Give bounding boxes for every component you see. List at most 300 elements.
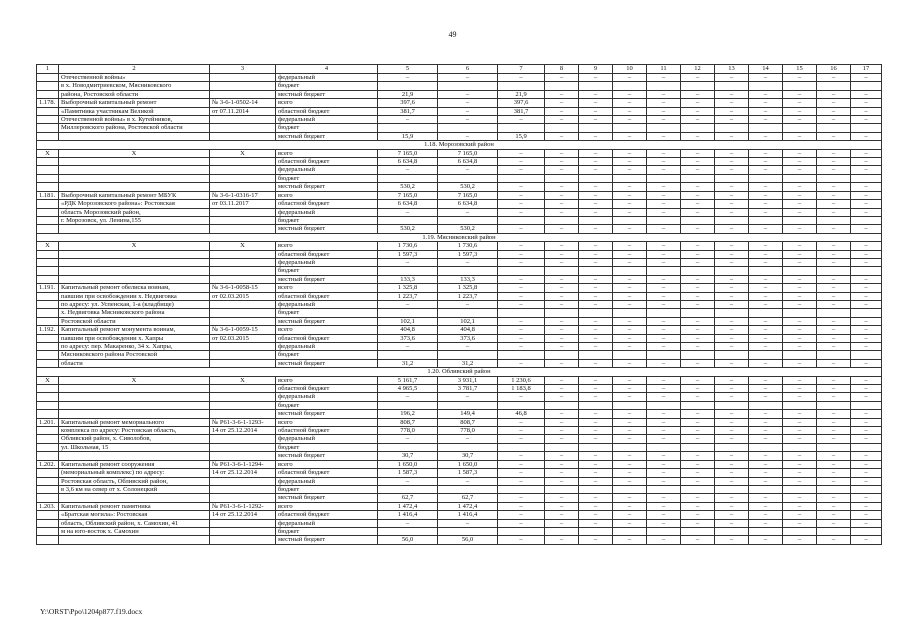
empty-year-cell: – — [579, 494, 613, 502]
empty-year-cell: – — [647, 427, 681, 435]
header-cell: 15 — [783, 65, 817, 74]
object-name-cell: г. Морозовск, ул. Ленина,155 — [59, 216, 210, 224]
item-number-cell — [37, 427, 59, 435]
year-value-cell — [498, 351, 545, 359]
empty-year-cell: – — [749, 343, 783, 351]
empty-year-cell: – — [851, 435, 882, 443]
empty-year-cell: – — [681, 90, 715, 98]
empty-year-cell: – — [647, 90, 681, 98]
empty-year-cell: – — [817, 292, 851, 300]
total-value-cell — [378, 401, 438, 409]
empty-year-cell: – — [613, 359, 647, 367]
year-value-cell — [498, 309, 545, 317]
empty-year-cell — [545, 124, 579, 132]
funding-source-cell: бюджет — [276, 82, 378, 90]
year-value-cell: 778,0 — [438, 427, 498, 435]
empty-year-cell: – — [681, 107, 715, 115]
empty-year-cell: – — [749, 225, 783, 233]
empty-year-cell: – — [681, 334, 715, 342]
table-row — [37, 460, 882, 468]
object-name-cell: Мясниковского района Ростовской — [59, 351, 210, 359]
empty-year-cell: – — [681, 477, 715, 485]
empty-year-cell: – — [545, 132, 579, 140]
header-cell: 4 — [276, 65, 378, 74]
total-value-cell: 1 223,7 — [378, 292, 438, 300]
empty-year-cell: – — [749, 519, 783, 527]
empty-year-cell: – — [749, 469, 783, 477]
empty-year-cell: – — [613, 99, 647, 107]
empty-year-cell: – — [715, 90, 749, 98]
header-cell: 13 — [715, 65, 749, 74]
empty-year-cell: – — [681, 132, 715, 140]
empty-year-cell: – — [681, 359, 715, 367]
object-name-cell — [59, 410, 210, 418]
funding-source-cell: всего — [276, 284, 378, 292]
empty-year-cell: – — [851, 343, 882, 351]
total-value-cell: – — [378, 393, 438, 401]
item-number-cell — [37, 275, 59, 283]
year-value-cell: – — [498, 326, 545, 334]
empty-year-cell: – — [545, 292, 579, 300]
empty-year-cell: – — [613, 292, 647, 300]
contract-cell: от 07.11.2014 — [210, 107, 276, 115]
total-value-cell: 1 416,4 — [378, 511, 438, 519]
item-number-cell — [37, 527, 59, 535]
empty-year-cell: – — [749, 166, 783, 174]
empty-year-cell: – — [715, 326, 749, 334]
empty-year-cell: – — [817, 132, 851, 140]
total-value-cell — [378, 351, 438, 359]
empty-year-cell — [749, 443, 783, 451]
year-value-cell: 381,7 — [498, 107, 545, 115]
empty-year-cell — [851, 124, 882, 132]
year-value-cell — [498, 401, 545, 409]
funding-source-cell: местный бюджет — [276, 90, 378, 98]
contract-cell — [210, 225, 276, 233]
year-value-cell — [438, 401, 498, 409]
empty-year-cell: – — [681, 284, 715, 292]
empty-year-cell: – — [715, 191, 749, 199]
empty-year-cell — [749, 267, 783, 275]
empty-year-cell — [681, 82, 715, 90]
year-value-cell: – — [438, 132, 498, 140]
empty-year-cell: – — [851, 502, 882, 510]
total-value-cell — [378, 82, 438, 90]
empty-year-cell: – — [579, 74, 613, 82]
contract-cell — [210, 300, 276, 308]
empty-year-cell: – — [647, 469, 681, 477]
empty-year-cell: – — [817, 225, 851, 233]
empty-year-cell — [783, 174, 817, 182]
empty-year-cell: – — [783, 460, 817, 468]
year-value-cell: 3 931,1 — [438, 376, 498, 384]
total-value-cell: – — [378, 519, 438, 527]
year-value-cell: 46,8 — [498, 410, 545, 418]
empty-year-cell: – — [749, 116, 783, 124]
total-value-cell — [378, 527, 438, 535]
empty-year-cell — [749, 309, 783, 317]
empty-year-cell: – — [545, 107, 579, 115]
empty-year-cell — [749, 351, 783, 359]
year-value-cell: 1 472,4 — [438, 502, 498, 510]
empty-year-cell: – — [681, 427, 715, 435]
contract-cell: № Р61-3-6-1-1292- — [210, 502, 276, 510]
empty-year-cell: – — [817, 460, 851, 468]
contract-cell — [210, 250, 276, 258]
empty-year-cell: – — [579, 250, 613, 258]
empty-year-cell — [715, 174, 749, 182]
table-row — [37, 82, 882, 90]
empty-year-cell: – — [681, 300, 715, 308]
funding-source-cell: местный бюджет — [276, 494, 378, 502]
empty-year-cell: – — [579, 393, 613, 401]
empty-year-cell: – — [579, 258, 613, 266]
item-number-cell — [37, 216, 59, 224]
contract-cell — [210, 116, 276, 124]
header-cell: 3 — [210, 65, 276, 74]
empty-year-cell: – — [545, 300, 579, 308]
object-name-cell — [59, 452, 210, 460]
empty-year-cell: – — [681, 418, 715, 426]
object-name-cell: Отечественной войны» в х. Кутейников, — [59, 116, 210, 124]
empty-year-cell: – — [681, 242, 715, 250]
empty-year-cell: – — [579, 519, 613, 527]
empty-year-cell: – — [817, 317, 851, 325]
empty-year-cell: – — [647, 343, 681, 351]
empty-year-cell: – — [545, 166, 579, 174]
empty-year-cell — [851, 527, 882, 535]
empty-year-cell: – — [749, 200, 783, 208]
empty-year-cell: – — [817, 158, 851, 166]
empty-year-cell: – — [783, 208, 817, 216]
empty-year-cell: – — [715, 250, 749, 258]
empty-year-cell: – — [647, 452, 681, 460]
year-value-cell — [438, 309, 498, 317]
empty-year-cell — [579, 124, 613, 132]
item-number-cell: Х — [37, 149, 59, 157]
total-value-cell: 530,2 — [378, 225, 438, 233]
item-number-cell — [37, 536, 59, 544]
empty-year-cell: – — [579, 284, 613, 292]
empty-year-cell: – — [749, 536, 783, 544]
empty-year-cell: – — [817, 343, 851, 351]
contract-cell — [210, 527, 276, 535]
total-value-cell: – — [378, 116, 438, 124]
year-value-cell — [498, 174, 545, 182]
empty-year-cell: – — [647, 410, 681, 418]
empty-year-cell: – — [579, 208, 613, 216]
empty-year-cell: – — [681, 494, 715, 502]
empty-year-cell — [715, 351, 749, 359]
object-name-cell: «Памятника участникам Великой — [59, 107, 210, 115]
contract-cell: Х — [210, 242, 276, 250]
year-value-cell: – — [498, 460, 545, 468]
year-value-cell: 102,1 — [438, 317, 498, 325]
empty-year-cell — [613, 485, 647, 493]
funding-source-cell: областной бюджет — [276, 292, 378, 300]
table-row — [37, 242, 882, 250]
empty-year-cell: – — [545, 116, 579, 124]
table-row — [37, 216, 882, 224]
empty-year-cell: – — [715, 200, 749, 208]
empty-year-cell — [647, 267, 681, 275]
contract-cell — [210, 216, 276, 224]
empty-year-cell — [715, 124, 749, 132]
empty-year-cell: – — [817, 242, 851, 250]
empty-year-cell: – — [681, 435, 715, 443]
empty-year-cell: – — [647, 502, 681, 510]
section-title: 1.18. Морозовский район — [37, 141, 882, 149]
empty-year-cell: – — [783, 300, 817, 308]
empty-year-cell: – — [545, 460, 579, 468]
year-value-cell: – — [498, 502, 545, 510]
empty-year-cell: – — [851, 258, 882, 266]
header-cell: 1 — [37, 65, 59, 74]
empty-year-cell: – — [817, 418, 851, 426]
empty-year-cell — [545, 216, 579, 224]
empty-year-cell: – — [647, 292, 681, 300]
empty-year-cell: – — [851, 494, 882, 502]
empty-year-cell: – — [545, 469, 579, 477]
empty-year-cell: – — [579, 376, 613, 384]
empty-year-cell: – — [613, 191, 647, 199]
year-value-cell: – — [498, 477, 545, 485]
empty-year-cell: – — [647, 519, 681, 527]
empty-year-cell: – — [715, 343, 749, 351]
year-value-cell: – — [498, 519, 545, 527]
item-number-cell — [37, 267, 59, 275]
empty-year-cell: – — [579, 418, 613, 426]
table-row — [37, 267, 882, 275]
table-row — [37, 511, 882, 519]
empty-year-cell: – — [579, 191, 613, 199]
empty-year-cell: – — [715, 460, 749, 468]
total-value-cell: 404,8 — [378, 326, 438, 334]
empty-year-cell: – — [647, 208, 681, 216]
empty-year-cell: – — [545, 519, 579, 527]
item-number-cell — [37, 351, 59, 359]
funding-source-cell: всего — [276, 326, 378, 334]
empty-year-cell: – — [613, 158, 647, 166]
empty-year-cell: – — [715, 410, 749, 418]
empty-year-cell — [817, 124, 851, 132]
object-name-cell — [59, 132, 210, 140]
contract-cell — [210, 410, 276, 418]
year-value-cell — [438, 443, 498, 451]
object-name-cell — [59, 393, 210, 401]
empty-year-cell: – — [851, 158, 882, 166]
table-row — [37, 351, 882, 359]
contract-cell: № 3-6-1-0058-15 — [210, 284, 276, 292]
object-name-cell: Х — [59, 376, 210, 384]
empty-year-cell: – — [647, 200, 681, 208]
empty-year-cell: – — [851, 317, 882, 325]
total-value-cell: – — [378, 343, 438, 351]
funding-source-cell: местный бюджет — [276, 183, 378, 191]
funding-source-cell: всего — [276, 460, 378, 468]
empty-year-cell: – — [749, 452, 783, 460]
year-value-cell: 530,2 — [438, 183, 498, 191]
empty-year-cell — [783, 401, 817, 409]
year-value-cell: 6 634,8 — [438, 200, 498, 208]
empty-year-cell — [579, 174, 613, 182]
empty-year-cell: – — [613, 225, 647, 233]
object-name-cell: (мемориальный комплекс) по адресу: — [59, 469, 210, 477]
empty-year-cell — [647, 309, 681, 317]
empty-year-cell: – — [851, 242, 882, 250]
total-value-cell: 7 165,0 — [378, 149, 438, 157]
total-value-cell: – — [378, 208, 438, 216]
object-name-cell: по адресу: ул. Успенская, 1-а (кладбище) — [59, 300, 210, 308]
empty-year-cell: – — [749, 300, 783, 308]
item-number-cell — [37, 494, 59, 502]
budget-schedule-table — [36, 64, 882, 545]
empty-year-cell: – — [579, 166, 613, 174]
empty-year-cell: – — [851, 427, 882, 435]
table-row — [37, 183, 882, 191]
table-row — [37, 99, 882, 107]
year-value-cell — [438, 124, 498, 132]
funding-source-cell: местный бюджет — [276, 317, 378, 325]
empty-year-cell: – — [613, 477, 647, 485]
year-value-cell — [438, 527, 498, 535]
contract-cell: Х — [210, 376, 276, 384]
total-value-cell: 1 325,8 — [378, 284, 438, 292]
funding-source-cell: федеральный — [276, 477, 378, 485]
empty-year-cell: – — [579, 385, 613, 393]
funding-source-cell: местный бюджет — [276, 410, 378, 418]
object-name-cell: Отечественной войны» — [59, 74, 210, 82]
year-value-cell: – — [438, 116, 498, 124]
item-number-cell: 1.191. — [37, 284, 59, 292]
item-number-cell — [37, 359, 59, 367]
header-cell: 8 — [545, 65, 579, 74]
funding-source-cell: федеральный — [276, 74, 378, 82]
contract-cell: № 3-6-1-0059-15 — [210, 326, 276, 334]
table-row — [37, 536, 882, 544]
empty-year-cell: – — [749, 502, 783, 510]
total-value-cell: 1 650,0 — [378, 460, 438, 468]
empty-year-cell: – — [783, 149, 817, 157]
object-name-cell: района, Ростовской области — [59, 90, 210, 98]
funding-source-cell: бюджет — [276, 174, 378, 182]
empty-year-cell: – — [749, 460, 783, 468]
empty-year-cell: – — [545, 477, 579, 485]
item-number-cell — [37, 443, 59, 451]
empty-year-cell: – — [681, 191, 715, 199]
object-name-cell: павшим при освобождении х. Хапры — [59, 334, 210, 342]
empty-year-cell: – — [817, 116, 851, 124]
empty-year-cell: – — [647, 393, 681, 401]
empty-year-cell — [647, 443, 681, 451]
empty-year-cell: – — [647, 435, 681, 443]
empty-year-cell: – — [715, 99, 749, 107]
year-value-cell: – — [498, 225, 545, 233]
empty-year-cell: – — [681, 376, 715, 384]
year-value-cell: – — [438, 258, 498, 266]
empty-year-cell: – — [851, 536, 882, 544]
year-value-cell: – — [498, 191, 545, 199]
total-value-cell: 6 634,8 — [378, 200, 438, 208]
empty-year-cell: – — [783, 317, 817, 325]
empty-year-cell: – — [579, 469, 613, 477]
empty-year-cell — [681, 309, 715, 317]
year-value-cell: – — [438, 208, 498, 216]
empty-year-cell — [613, 527, 647, 535]
funding-source-cell: местный бюджет — [276, 359, 378, 367]
empty-year-cell — [851, 216, 882, 224]
empty-year-cell: – — [715, 536, 749, 544]
empty-year-cell — [715, 82, 749, 90]
empty-year-cell: – — [817, 90, 851, 98]
empty-year-cell: – — [647, 258, 681, 266]
object-name-cell: «РДК Морозовского района»: Ростовская — [59, 200, 210, 208]
empty-year-cell: – — [715, 284, 749, 292]
empty-year-cell: – — [613, 460, 647, 468]
year-value-cell: – — [438, 300, 498, 308]
funding-source-cell: областной бюджет — [276, 427, 378, 435]
year-value-cell — [438, 216, 498, 224]
empty-year-cell: – — [783, 536, 817, 544]
total-value-cell — [378, 124, 438, 132]
empty-year-cell: – — [681, 99, 715, 107]
empty-year-cell — [647, 82, 681, 90]
item-number-cell — [37, 82, 59, 90]
table-row — [37, 452, 882, 460]
empty-year-cell: – — [749, 132, 783, 140]
item-number-cell: 1.181. — [37, 191, 59, 199]
item-number-cell — [37, 90, 59, 98]
total-value-cell — [378, 309, 438, 317]
object-name-cell: области — [59, 359, 210, 367]
empty-year-cell — [579, 267, 613, 275]
contract-cell — [210, 158, 276, 166]
item-number-cell — [37, 452, 59, 460]
year-value-cell: 1 230,6 — [498, 376, 545, 384]
empty-year-cell: – — [749, 410, 783, 418]
empty-year-cell: – — [647, 225, 681, 233]
empty-year-cell — [579, 351, 613, 359]
year-value-cell: – — [438, 74, 498, 82]
object-name-cell — [59, 174, 210, 182]
empty-year-cell: – — [579, 225, 613, 233]
empty-year-cell: – — [851, 183, 882, 191]
empty-year-cell: – — [783, 107, 817, 115]
contract-cell — [210, 351, 276, 359]
year-value-cell: 373,6 — [438, 334, 498, 342]
empty-year-cell: – — [715, 300, 749, 308]
empty-year-cell: – — [681, 149, 715, 157]
total-value-cell: 102,1 — [378, 317, 438, 325]
empty-year-cell: – — [545, 418, 579, 426]
empty-year-cell: – — [851, 477, 882, 485]
object-name-cell: область Морозовский район, — [59, 208, 210, 216]
table-row — [37, 116, 882, 124]
total-value-cell — [378, 485, 438, 493]
empty-year-cell — [851, 351, 882, 359]
empty-year-cell — [545, 527, 579, 535]
contract-cell — [210, 132, 276, 140]
empty-year-cell: – — [613, 326, 647, 334]
empty-year-cell: – — [749, 334, 783, 342]
year-value-cell — [498, 485, 545, 493]
total-value-cell: – — [378, 74, 438, 82]
year-value-cell: 7 165,0 — [438, 149, 498, 157]
empty-year-cell — [715, 527, 749, 535]
empty-year-cell: – — [647, 317, 681, 325]
empty-year-cell: – — [749, 511, 783, 519]
empty-year-cell — [851, 267, 882, 275]
